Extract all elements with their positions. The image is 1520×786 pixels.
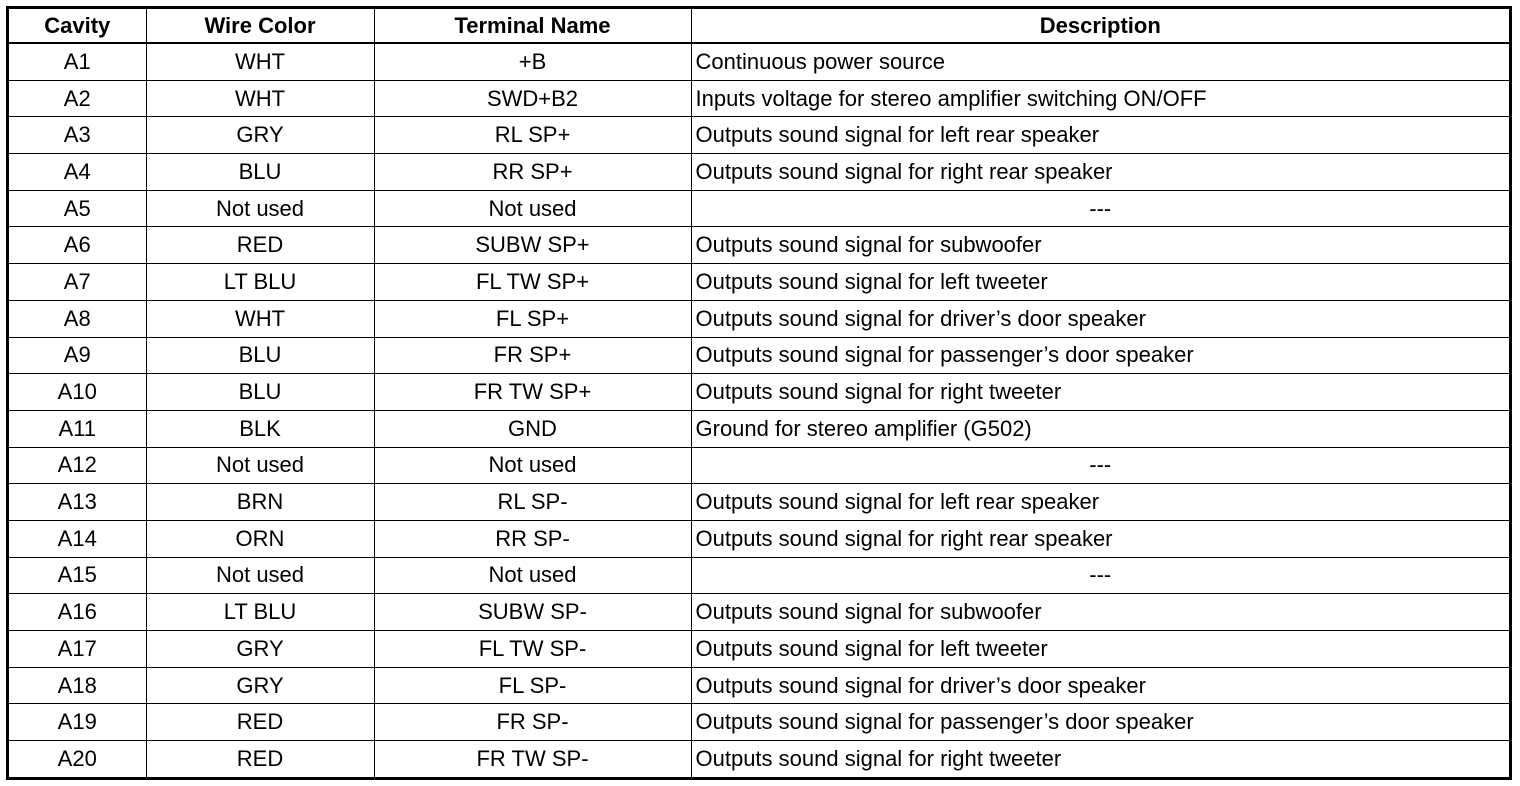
cavity-cell: A19	[9, 704, 146, 741]
description-cell: Outputs sound signal for right tweeter	[691, 374, 1509, 411]
cavity-cell: A10	[9, 374, 146, 411]
wire-color-cell: BLK	[146, 410, 374, 447]
wire-color-cell: LT BLU	[146, 594, 374, 631]
table-row	[9, 594, 1509, 631]
table-body	[9, 43, 1509, 777]
table-row	[9, 154, 1509, 191]
table-row	[9, 300, 1509, 337]
wire-color-cell: WHT	[146, 80, 374, 117]
description-cell: Continuous power source	[691, 43, 1509, 80]
terminal-name-cell: RR SP-	[374, 520, 691, 557]
description-cell: Outputs sound signal for subwoofer	[691, 594, 1509, 631]
terminal-name-cell: FL TW SP-	[374, 631, 691, 668]
cavity-cell: A11	[9, 410, 146, 447]
description-cell: Outputs sound signal for left rear speaker	[691, 484, 1509, 521]
description-cell: Outputs sound signal for right rear speaker	[691, 520, 1509, 557]
table-row	[9, 374, 1509, 411]
table-row	[9, 667, 1509, 704]
column-header-terminal-name: Terminal Name	[374, 9, 691, 43]
cavity-cell: A5	[9, 190, 146, 227]
cavity-cell: A14	[9, 520, 146, 557]
terminal-name-cell: Not used	[374, 557, 691, 594]
description-cell: Outputs sound signal for driver’s door speaker	[691, 300, 1509, 337]
wire-color-cell: BLU	[146, 154, 374, 191]
table-row	[9, 484, 1509, 521]
terminal-name-cell: GND	[374, 410, 691, 447]
cavity-cell: A6	[9, 227, 146, 264]
cavity-cell: A3	[9, 117, 146, 154]
table-row	[9, 190, 1509, 227]
description-cell: Outputs sound signal for passenger’s door speaker	[691, 704, 1509, 741]
column-header-description: Description	[691, 9, 1509, 43]
wire-color-cell: ORN	[146, 520, 374, 557]
description-cell: ---	[691, 447, 1509, 484]
wire-color-cell: WHT	[146, 300, 374, 337]
description-cell: Outputs sound signal for left tweeter	[691, 631, 1509, 668]
description-cell: Outputs sound signal for right tweeter	[691, 741, 1509, 777]
wire-color-cell: Not used	[146, 190, 374, 227]
cavity-cell: A18	[9, 667, 146, 704]
table-header-row	[9, 9, 1509, 43]
terminal-name-cell: FL SP-	[374, 667, 691, 704]
wire-color-cell: BLU	[146, 374, 374, 411]
connector-pinout-table	[9, 9, 1509, 777]
cavity-cell: A17	[9, 631, 146, 668]
table-row	[9, 80, 1509, 117]
terminal-name-cell: +B	[374, 43, 691, 80]
wire-color-cell: RED	[146, 741, 374, 777]
terminal-name-cell: FL SP+	[374, 300, 691, 337]
cavity-cell: A20	[9, 741, 146, 777]
table-row	[9, 337, 1509, 374]
wire-color-cell: BRN	[146, 484, 374, 521]
cavity-cell: A9	[9, 337, 146, 374]
connector-pinout-table-frame	[6, 6, 1512, 780]
table-row	[9, 520, 1509, 557]
wire-color-cell: GRY	[146, 667, 374, 704]
wire-color-cell: RED	[146, 227, 374, 264]
table-row	[9, 557, 1509, 594]
wire-color-cell: Not used	[146, 557, 374, 594]
description-cell: Outputs sound signal for right rear speaker	[691, 154, 1509, 191]
table-row	[9, 227, 1509, 264]
column-header-wire-color: Wire Color	[146, 9, 374, 43]
cavity-cell: A8	[9, 300, 146, 337]
cavity-cell: A15	[9, 557, 146, 594]
terminal-name-cell: RL SP-	[374, 484, 691, 521]
wire-color-cell: GRY	[146, 631, 374, 668]
table-row	[9, 117, 1509, 154]
terminal-name-cell: SUBW SP+	[374, 227, 691, 264]
wire-color-cell: WHT	[146, 43, 374, 80]
table-row	[9, 704, 1509, 741]
wire-color-cell: Not used	[146, 447, 374, 484]
terminal-name-cell: FR TW SP-	[374, 741, 691, 777]
table-row	[9, 631, 1509, 668]
cavity-cell: A12	[9, 447, 146, 484]
cavity-cell: A2	[9, 80, 146, 117]
cavity-cell: A16	[9, 594, 146, 631]
wire-color-cell: LT BLU	[146, 264, 374, 301]
description-cell: Outputs sound signal for driver’s door speaker	[691, 667, 1509, 704]
description-cell: Outputs sound signal for passenger’s door speaker	[691, 337, 1509, 374]
description-cell: ---	[691, 190, 1509, 227]
table-row	[9, 264, 1509, 301]
terminal-name-cell: FL TW SP+	[374, 264, 691, 301]
table-row	[9, 43, 1509, 80]
terminal-name-cell: SWD+B2	[374, 80, 691, 117]
description-cell: Outputs sound signal for left rear speaker	[691, 117, 1509, 154]
description-cell: ---	[691, 557, 1509, 594]
table-row	[9, 410, 1509, 447]
terminal-name-cell: RR SP+	[374, 154, 691, 191]
terminal-name-cell: FR TW SP+	[374, 374, 691, 411]
description-cell: Ground for stereo amplifier (G502)	[691, 410, 1509, 447]
terminal-name-cell: FR SP+	[374, 337, 691, 374]
description-cell: Inputs voltage for stereo amplifier switching ON/OFF	[691, 80, 1509, 117]
column-header-cavity: Cavity	[9, 9, 146, 43]
cavity-cell: A1	[9, 43, 146, 80]
terminal-name-cell: Not used	[374, 447, 691, 484]
terminal-name-cell: RL SP+	[374, 117, 691, 154]
wire-color-cell: GRY	[146, 117, 374, 154]
table-row	[9, 741, 1509, 777]
terminal-name-cell: FR SP-	[374, 704, 691, 741]
terminal-name-cell: SUBW SP-	[374, 594, 691, 631]
table-row	[9, 447, 1509, 484]
terminal-name-cell: Not used	[374, 190, 691, 227]
description-cell: Outputs sound signal for left tweeter	[691, 264, 1509, 301]
cavity-cell: A13	[9, 484, 146, 521]
description-cell: Outputs sound signal for subwoofer	[691, 227, 1509, 264]
cavity-cell: A4	[9, 154, 146, 191]
cavity-cell: A7	[9, 264, 146, 301]
wire-color-cell: RED	[146, 704, 374, 741]
wire-color-cell: BLU	[146, 337, 374, 374]
